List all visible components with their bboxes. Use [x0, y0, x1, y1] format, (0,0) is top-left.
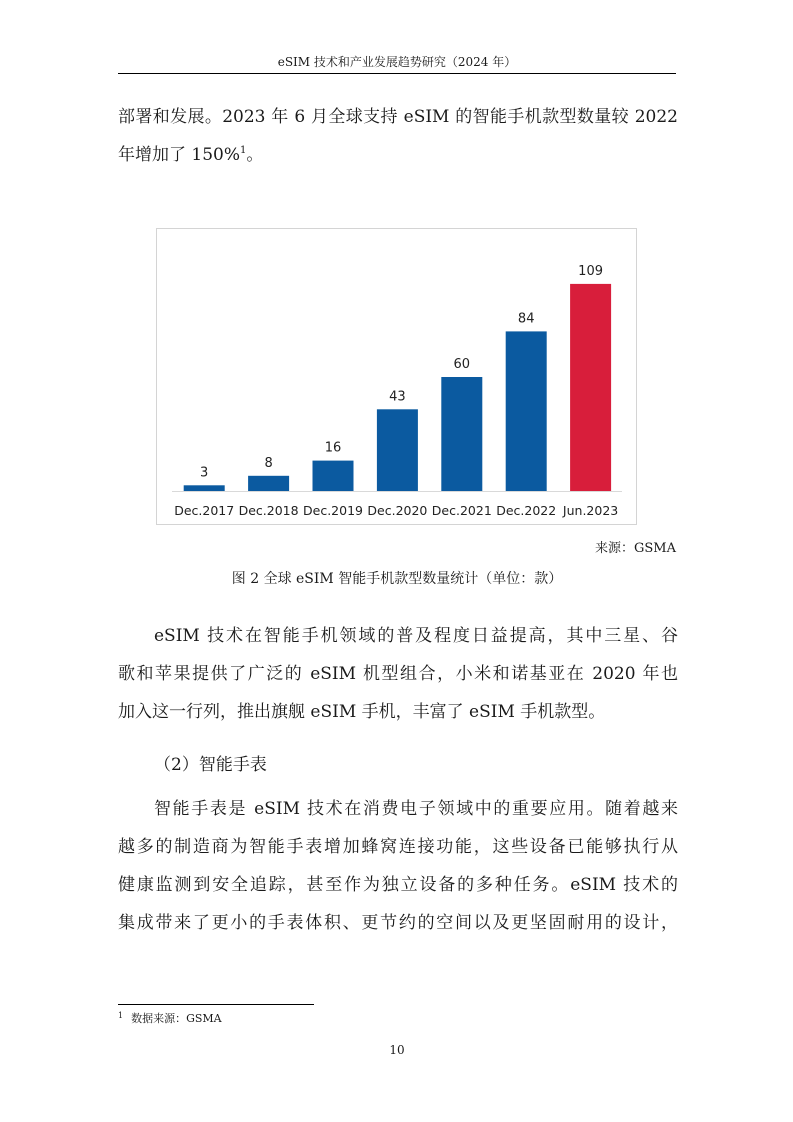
- figure-caption: 图 2 全球 eSIM 智能手机款型数量统计（单位：款）: [231, 571, 563, 587]
- bar-dec-2018: [248, 476, 289, 491]
- paragraph-line: 智能手表是 eSIM 技术在消费电子领域中的重要应用。随着越来: [154, 799, 678, 819]
- x-tick-label: Dec.2018: [238, 503, 299, 518]
- section-heading-smartwatch: [118, 746, 678, 784]
- x-tick-label: Dec.2020: [367, 503, 428, 518]
- intro-line-2-text: 年增加了 150%: [118, 145, 241, 165]
- data-label: 43: [389, 389, 406, 405]
- paragraph-line: 健康监测到安全追踪，甚至作为独立设备的多种任务。eSIM 技术的: [118, 875, 678, 895]
- bar-dec-2022: [506, 331, 547, 491]
- intro-line-2: [118, 136, 678, 174]
- paragraph-line: eSIM 技术在智能手机领域的普及程度日益提高，其中三星、谷: [154, 626, 678, 646]
- bar-dec-2017: [184, 485, 225, 491]
- bar-dec-2019: [313, 461, 354, 491]
- data-label: 84: [517, 311, 535, 327]
- paragraph-line: 越多的制造商为智能手表增加蜂窝连接功能，这些设备已能够执行从: [118, 837, 678, 857]
- data-label: 60: [453, 357, 471, 372]
- x-tick-label: Dec.2019: [303, 503, 363, 518]
- data-label: 109: [578, 263, 604, 279]
- footnote-ref[interactable]: 1: [240, 145, 247, 156]
- bar-chart: [156, 228, 637, 525]
- footnote: [118, 1011, 222, 1027]
- header-rule: [118, 73, 676, 74]
- data-label: 16: [324, 440, 342, 456]
- intro-line-2-end: 。: [246, 145, 264, 165]
- x-tick-label: Dec.2022: [496, 503, 557, 518]
- intro-paragraph: [118, 98, 678, 174]
- footnote-mark: 1: [118, 1011, 124, 1020]
- data-label: 3: [200, 465, 209, 481]
- bar-jun-2023: [570, 284, 611, 491]
- chart-svg: [157, 229, 636, 524]
- x-tick-label: Dec.2017: [174, 503, 235, 518]
- page-number: 10: [389, 1043, 405, 1057]
- intro-line-1: 部署和发展。2023 年 6 月全球支持 eSIM 的智能手机款型数量较 2022: [118, 107, 678, 127]
- footnote-rule: [118, 1004, 314, 1005]
- paragraph-line: 集成带来了更小的手表体积、更节约的空间以及更坚固耐用的设计，: [118, 913, 678, 933]
- paragraph-line: 歌和苹果提供了广泛的 eSIM 机型组合，小米和诺基亚在 2020 年也: [118, 664, 678, 684]
- bar-dec-2021: [441, 377, 482, 491]
- bar-dec-2020: [377, 409, 418, 491]
- x-tick-label: Dec.2021: [431, 503, 492, 518]
- paragraph-line: 加入这一行列，推出旗舰 eSIM 手机，丰富了 eSIM 手机款型。: [118, 702, 606, 722]
- footnote-text: 数据来源：GSMA: [131, 1012, 222, 1025]
- running-header: eSIM 技术和产业发展趋势研究（2024 年）: [277, 55, 517, 69]
- paragraph-esim-phones: [118, 617, 678, 731]
- x-tick-label: Jun.2023: [562, 503, 619, 518]
- data-label: 8: [264, 455, 273, 471]
- paragraph-smartwatch: [118, 790, 678, 942]
- figure-source: 来源：GSMA: [595, 541, 676, 556]
- section-heading-text: （2）智能手表: [154, 755, 267, 775]
